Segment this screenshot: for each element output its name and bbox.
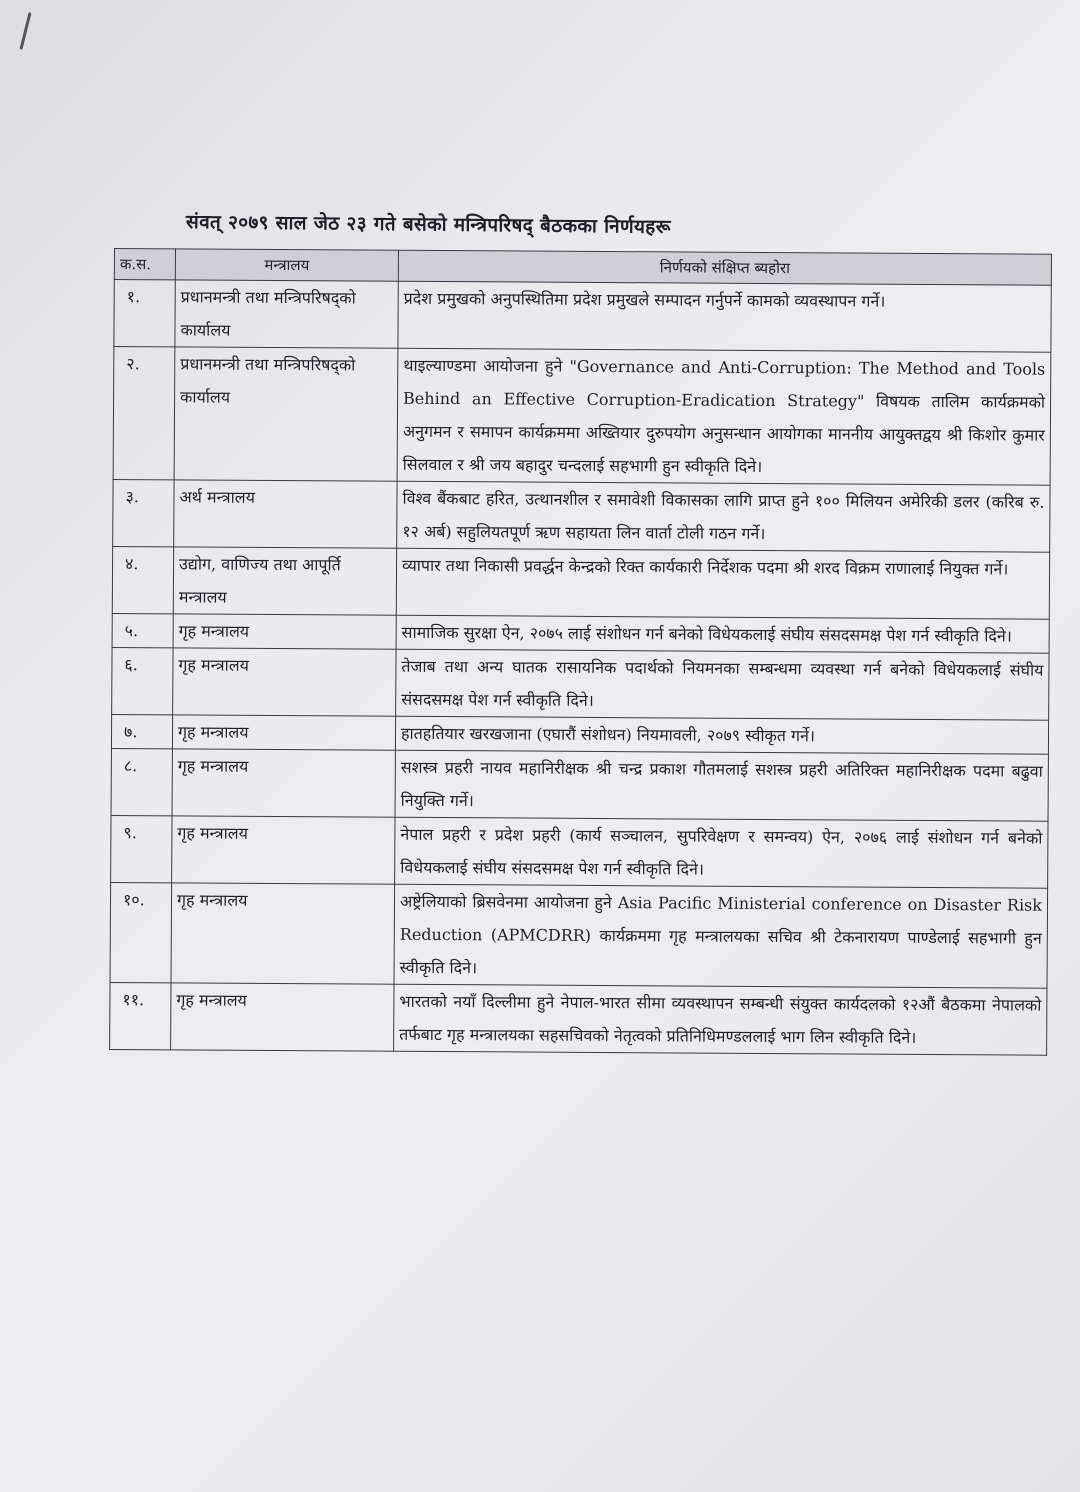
row-ministry: गृह मन्त्रालय — [172, 715, 395, 750]
pen-mark — [19, 12, 31, 50]
row-serial-number: ११. — [110, 982, 171, 1049]
row-decision: विश्व बैंकबाट हरित, उत्थानशील र समावेशी विकासका लागि प्राप्त हुने १०० मिलियन अमेरिकी डलर (करिब रु. १२ अर्ब) सहुलियतपूर्ण ऋण सहायता लिन वार्ता टोली गठन गर्ने। — [397, 481, 1050, 552]
row-ministry: गृह मन्त्रालय — [172, 816, 395, 884]
row-ministry: गृह मन्त्रालय — [171, 983, 394, 1051]
header-decision: निर्णयको संक्षिप्त ब्यहोरा — [398, 250, 1051, 285]
table-row — [111, 815, 1048, 888]
row-decision: अष्ट्रेलियाको ब्रिसवेनमा आयोजना हुने Asia Pacific Ministerial conference on Disaster Risk Reduction (APMCDRR) कार्यक्रममा गृह मन्त्रालयका सचिव श्री टेकनारायण पाण्डेलाई सहभागी हुन स्वीकृति दिने। — [394, 884, 1048, 988]
table-row — [114, 280, 1051, 353]
table-row — [111, 714, 1048, 754]
row-ministry: गृह मन्त्रालय — [173, 614, 396, 649]
row-decision: सामाजिक सुरक्षा ऐन, २०७५ लाई संशोधन गर्न बनेको विधेयकलाई संघीय संसदसमक्ष पेश गर्न स्वीकृति दिने। — [396, 615, 1049, 653]
row-decision: सशस्त्र प्रहरी नायव महानिरीक्षक श्री चन्द्र प्रकाश गौतमलाई सशस्त्र प्रहरी अतिरिक्त महानिरीक्षक पदमा बढुवा नियुक्ति गर्ने। — [395, 750, 1048, 821]
row-decision: प्रदेश प्रमुखको अनुपस्थितिमा प्रदेश प्रमुखले सम्पादन गर्नुपर्ने कामको व्यवस्थापन गर्ने। — [398, 281, 1051, 352]
row-decision: थाइल्याण्डमा आयोजना हुने "Governance and Anti-Corruption: The Method and Tools Behind an Effective Corruption-Eradication Strategy" विषयक तालिम कार्यक्रमको अनुगमन र समापन कार्यक्रममा अख्तियार दुरुपयोग अनुसन्धान आयोगका माननीय आयुक्तद्वय श्री किशोर कुमार सिलवाल र श्री जय बहादुर चन्दलाई सहभागी हुन स्वीकृति दिने। — [397, 348, 1051, 485]
row-serial-number: ७. — [111, 714, 172, 748]
row-decision: व्यापार तथा निकासी प्रवर्द्धन केन्द्रको रिक्त कार्यकारी निर्देशक पदमा श्री शरद विक्रम राणालाई नियुक्त गर्ने। — [396, 548, 1049, 619]
row-serial-number: २. — [113, 347, 175, 480]
table-row — [110, 982, 1047, 1055]
row-decision: तेजाब तथा अन्य घातक रासायनिक पदार्थको नियमनका सम्बन्धमा व्यवस्था गर्न बनेको विधेयकलाई संघीय संसदसमक्ष पेश गर्न स्वीकृति दिने। — [396, 649, 1049, 720]
row-decision: भारतको नयाँ दिल्लीमा हुने नेपाल-भारत सीमा व्यवस्थापन सम्बन्धी संयुक्त कार्यदलको १२औं बैठकमा नेपालको तर्फबाट गृह मन्त्रालयका सहसचिवको नेतृत्वको प्रतिनिधिमण्डललाई भाग लिन स्वीकृति दिने। — [394, 984, 1047, 1055]
decisions-table-container — [109, 248, 1046, 1056]
row-ministry: गृह मन्त्रालय — [173, 648, 396, 716]
table-row — [111, 748, 1048, 821]
row-ministry: उद्योग, वाणिज्य तथा आपूर्ति मन्त्रालय — [173, 547, 396, 615]
row-ministry: प्रधानमन्त्री तथा मन्त्रिपरिषद्को कार्यालय — [174, 347, 398, 481]
row-ministry: अर्थ मन्त्रालय — [174, 480, 397, 548]
table-row — [112, 647, 1049, 720]
row-ministry: गृह मन्त्रालय — [171, 883, 395, 984]
row-serial-number: ५. — [112, 613, 173, 647]
table-row — [113, 479, 1050, 552]
header-serial-number: क.स. — [114, 249, 175, 280]
row-serial-number: १. — [114, 280, 175, 347]
table-row — [112, 613, 1049, 653]
row-decision: हातहतियार खरखजाना (एघारौं संशोधन) नियमावली, २०७९ स्वीकृत गर्ने। — [395, 716, 1048, 754]
document-title: संवत् २०७९ साल जेठ २३ गते बसेको मन्त्रिपरिषद् बैठकका निर्णयहरू — [185, 211, 671, 239]
row-ministry: प्रधानमन्त्री तथा मन्त्रिपरिषद्को कार्यालय — [175, 280, 398, 348]
row-serial-number: ६. — [112, 647, 173, 714]
row-serial-number: ३. — [113, 479, 174, 546]
table-row — [113, 347, 1051, 486]
row-decision: नेपाल प्रहरी र प्रदेश प्रहरी (कार्य सञ्चालन, सुपरिवेक्षण र समन्वय) ऐन, २०७६ लाई संशोधन गर्न बनेको विधेयकलाई संघीय संसदसमक्ष पेश गर्न स्वीकृति दिने। — [395, 817, 1048, 888]
header-ministry: मन्त्रालय — [175, 249, 398, 281]
table-row — [110, 882, 1048, 988]
row-serial-number: ८. — [111, 748, 172, 815]
row-serial-number: ४. — [112, 546, 173, 613]
row-serial-number: ९. — [111, 815, 172, 882]
row-serial-number: १०. — [110, 882, 172, 982]
decisions-table — [109, 248, 1052, 1056]
table-row — [112, 546, 1049, 619]
row-ministry: गृह मन्त्रालय — [172, 749, 395, 817]
